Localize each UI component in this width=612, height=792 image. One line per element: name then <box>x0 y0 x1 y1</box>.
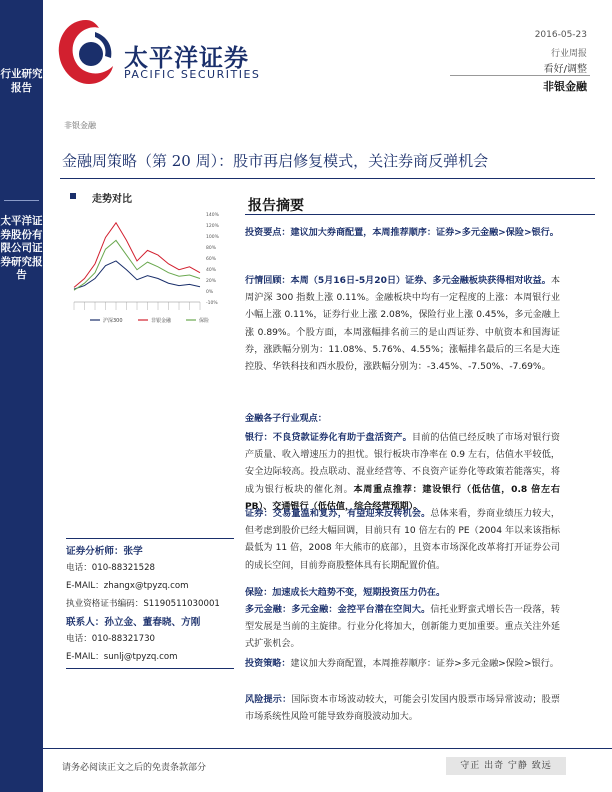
legend-label: 非银金融 <box>151 318 172 324</box>
investment-text: 建议加大券商配置，本周推荐顺序：证券>多元金融>保险>银行。 <box>290 228 559 238</box>
sidebar-divider <box>4 200 39 201</box>
report-date: 2016-05-23 <box>534 30 587 40</box>
y-tick-label: 140% <box>206 213 219 218</box>
views-title-text: 金融各子行业观点： <box>245 414 327 424</box>
sector-small-label: 非银金融 <box>64 121 96 130</box>
investment-points <box>245 225 560 242</box>
left-sidebar-strip <box>0 0 43 792</box>
sidebar-bottom-text: 太平洋证券股份有限公司证券研究报告 <box>0 215 43 281</box>
meta-divider <box>450 75 590 76</box>
footer-divider <box>43 748 612 749</box>
summary-title: 报告摘要 <box>248 198 304 214</box>
rating: 看好/调整 <box>543 64 587 75</box>
lead-analyst: 证券分析师：张学 <box>66 546 143 557</box>
insurance-view <box>245 585 560 602</box>
brand-name-cn: 太平洋证券 <box>124 44 249 72</box>
sector-label: 非银金融 <box>543 80 587 93</box>
contacts: 联系人：孙立金、董春晓、方刚 <box>66 617 201 628</box>
y-tick-label: 120% <box>206 224 219 229</box>
sec-text: 总体来看，券商业绩压力较大，但考虑到股价已经大幅回调，目前只有 10 倍左右的 PE（2004 年以来该指标最低为 11 倍，2008 年大熊市的底部），且资本市场深化改革将打开证券公司的成长空间，目前券商股整体具有长期配置价值。 <box>245 509 560 571</box>
trend-title: 走势对比 <box>92 194 132 205</box>
sec-bold: 交易量温和复苏，有望迎来反转机会。 <box>272 509 431 519</box>
y-tick-label: 80% <box>206 246 217 251</box>
y-tick-label: 100% <box>206 235 219 240</box>
securities-view <box>245 506 560 575</box>
legend-label: 保险 <box>199 318 210 324</box>
strategy-label: 投资策略： <box>245 659 291 669</box>
y-tick-label: 0% <box>206 290 214 295</box>
summary-divider <box>245 214 595 215</box>
risk-text: 国际资本市场波动较大，可能会引发国内股票市场异常波动；股票市场系统性风险可能导致券商股波动加大。 <box>245 695 560 723</box>
title-divider <box>60 178 595 179</box>
strategy-text: 建议加大券商配置，本周推荐顺序：证券>多元金融>保险>银行。 <box>290 659 559 669</box>
div-text: 信托业野蛮式增长告一段落，转型发展是当前的主旋律。行业分化将加大，创新能力更加重要。重点关注外延式扩张机会。 <box>245 605 560 650</box>
strategy <box>245 656 560 673</box>
bank-view <box>245 430 560 516</box>
lead-phone: 电话：010-88321528 <box>66 563 156 573</box>
company-motto: 守正 出奇 宁静 致远 <box>446 757 566 775</box>
review-bold: 本周（5月16日-5月20日）证券、多元金融板块获得相对收益。 <box>290 276 551 286</box>
risk <box>245 692 560 726</box>
bank-bold: 不良贷款证券化有助于盘活资产。 <box>272 433 412 443</box>
review-text: 本周沪深 300 指数上涨 0.11%。金融板块中均有一定程度的上涨：本周银行业小幅上涨 0.11%，证券行业上涨 2.08%，保险行业上涨 0.45%，多元金融上涨 0.89%。个股方面，本周涨幅排名前三的是山西证券、中航资本和国海证券，涨跌幅分别为：11.08%、5.76%、4.55%；涨幅排名最后的三名是大连控股、华铁科技和西水股份，涨跌幅分别为：-3.45%、-7.50%、-7.69%。 <box>245 276 560 373</box>
y-tick-label: -10% <box>206 301 218 306</box>
trend-bullet-icon <box>70 193 76 199</box>
contacts-phone: 电话：010-88321730 <box>66 634 156 644</box>
diversified-view <box>245 602 560 654</box>
bank-rec: 本周重点推荐：建设银行（低估值，0.8 倍左右 PB）、交通银行（低估值，综合经营预期）。 <box>245 484 560 512</box>
contacts-email[interactable]: E-MAIL：sunlj@tpyzq.com <box>66 652 178 662</box>
review-label: 行情回顾： <box>245 276 291 286</box>
analyst-divider-top <box>66 538 234 539</box>
brand-name-en: PACIFIC SECURITIES <box>124 68 261 81</box>
report-type: 行业周报 <box>550 49 587 59</box>
y-tick-label: 40% <box>206 268 217 273</box>
ins-bold: 加速成长大趋势不变，短期投资压力仍在。 <box>272 588 446 598</box>
bank-text: 目前的估值已经反映了市场对银行资产质量、收入增速压力的担忧。银行板块市净率在 0.9 左右，估值水平较低，安全边际较高。投点联动、混业经营等、不良资产证券化等政策若能落实，将成为银行板块的催化剂。 <box>245 433 560 495</box>
bank-label: 银行： <box>245 433 273 443</box>
views-title <box>245 411 560 428</box>
div-bold: 多元金融：金控平台潜在空间大。 <box>291 605 431 615</box>
y-tick-label: 20% <box>206 279 217 284</box>
market-review <box>245 273 560 376</box>
series-line-2 <box>74 240 200 290</box>
lead-cert: 执业资格证书编码：S1190511030001 <box>66 599 220 609</box>
risk-label: 风险提示： <box>245 695 292 705</box>
investment-label: 投资要点： <box>245 228 291 238</box>
sec-label: 证券： <box>245 509 273 519</box>
div-label: 多元金融： <box>245 605 292 615</box>
sidebar-top-text: 行业研究报告 <box>0 68 43 94</box>
trend-chart <box>68 208 233 328</box>
pacific-securities-logo-icon <box>55 18 117 88</box>
report-title: 金融周策略（第 20 周）：股市再启修复模式，关注券商反弹机会 <box>62 152 489 170</box>
legend-label: 沪深300 <box>103 318 123 324</box>
disclaimer-note: 请务必阅读正文之后的免责条款部分 <box>62 763 207 773</box>
y-tick-label: 60% <box>206 257 217 262</box>
ins-label: 保险： <box>245 588 273 598</box>
series-line-1 <box>74 223 200 288</box>
lead-email[interactable]: E-MAIL：zhangx@tpyzq.com <box>66 581 189 591</box>
analyst-divider-bottom <box>66 668 234 669</box>
